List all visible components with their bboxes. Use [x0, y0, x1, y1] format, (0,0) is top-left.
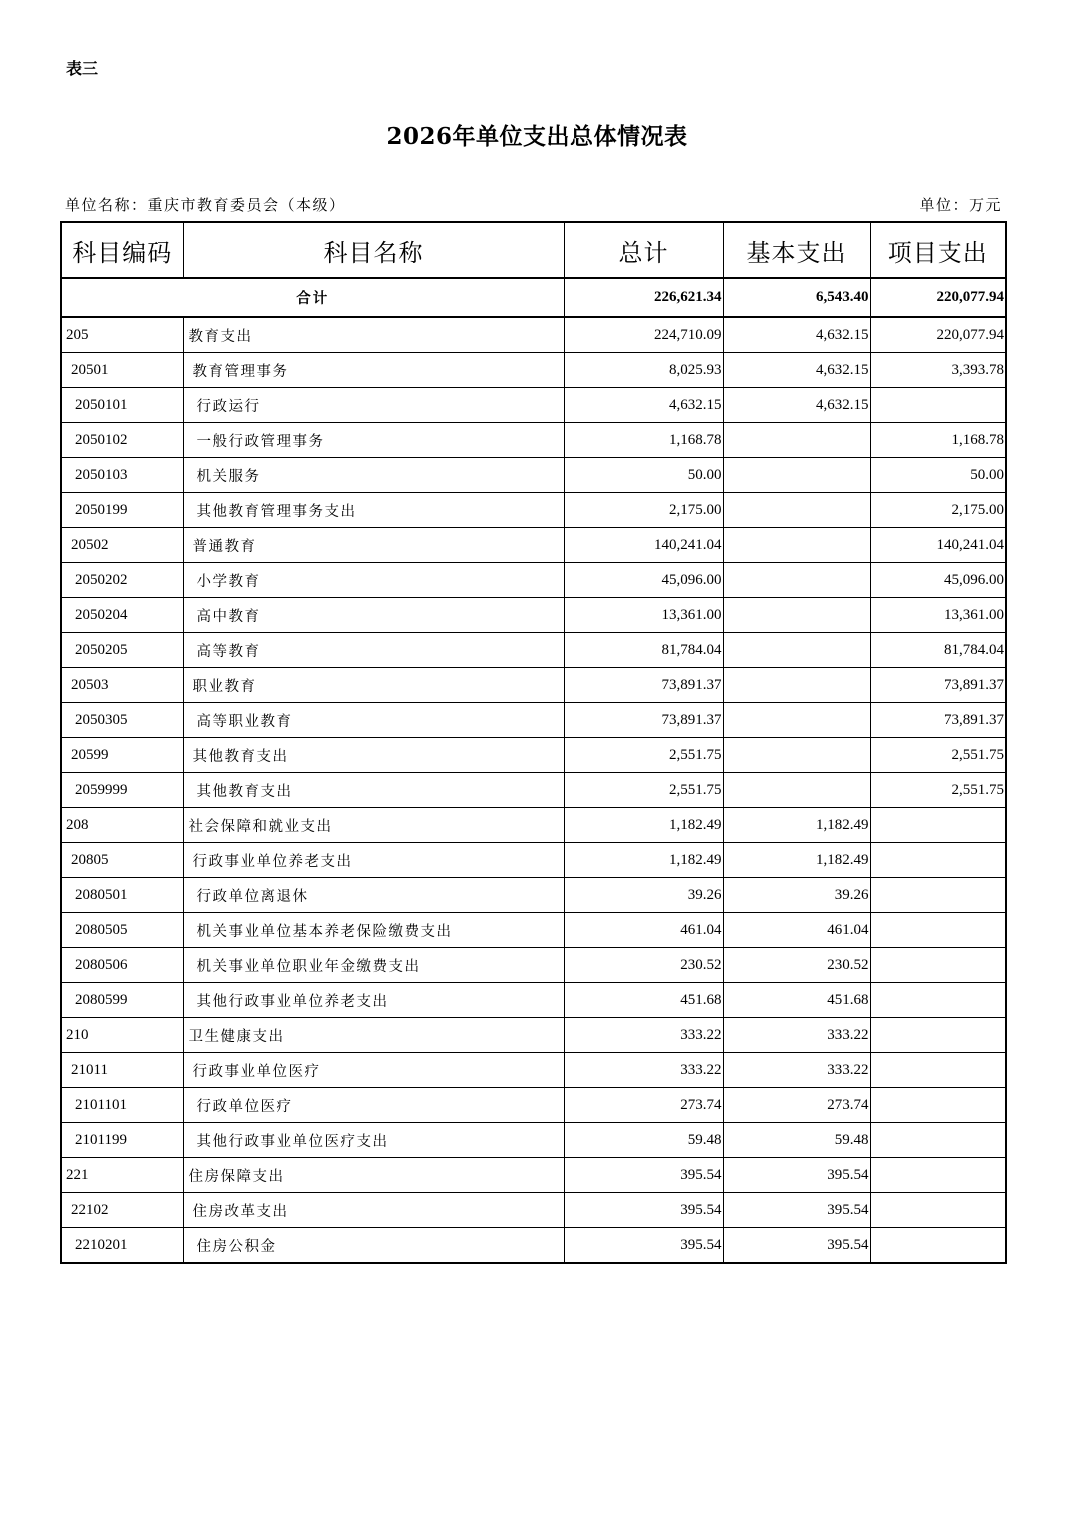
- row-name: 机关服务: [183, 458, 564, 493]
- table-row: [61, 1228, 1006, 1264]
- row-code: 2050305: [61, 703, 183, 738]
- row-name: 普通教育: [183, 528, 564, 563]
- row-name: 机关事业单位职业年金缴费支出: [183, 948, 564, 983]
- row-project: [870, 1158, 1006, 1193]
- row-code: 205: [61, 317, 183, 353]
- row-name: 行政事业单位医疗: [183, 1053, 564, 1088]
- row-basic: 1,182.49: [723, 843, 870, 878]
- row-basic: 461.04: [723, 913, 870, 948]
- row-project: 2,175.00: [870, 493, 1006, 528]
- row-total: 461.04: [564, 913, 723, 948]
- table-row: [61, 563, 1006, 598]
- row-code: 20501: [61, 353, 183, 388]
- row-basic: 39.26: [723, 878, 870, 913]
- row-basic: [723, 668, 870, 703]
- table-row: [61, 808, 1006, 843]
- row-code: 2050204: [61, 598, 183, 633]
- table-row: [61, 493, 1006, 528]
- row-total: 395.54: [564, 1158, 723, 1193]
- row-project: [870, 1088, 1006, 1123]
- table-row: [61, 843, 1006, 878]
- unit-name: 单位名称：重庆市教育委员会（本级）: [65, 196, 346, 214]
- row-basic: 451.68: [723, 983, 870, 1018]
- row-basic: 4,632.15: [723, 353, 870, 388]
- page-title: 2026年单位支出总体情况表: [386, 123, 688, 150]
- row-basic: 395.54: [723, 1158, 870, 1193]
- row-project: 45,096.00: [870, 563, 1006, 598]
- header-code: 科目编码: [61, 222, 183, 278]
- row-name: 其他行政事业单位医疗支出: [183, 1123, 564, 1158]
- row-project: [870, 948, 1006, 983]
- table-row: [61, 948, 1006, 983]
- row-project: 1,168.78: [870, 423, 1006, 458]
- row-project: 220,077.94: [870, 317, 1006, 353]
- row-total: 1,168.78: [564, 423, 723, 458]
- row-name: 行政单位医疗: [183, 1088, 564, 1123]
- row-total: 1,182.49: [564, 808, 723, 843]
- row-basic: [723, 493, 870, 528]
- row-total: 2,551.75: [564, 773, 723, 808]
- row-code: 2080505: [61, 913, 183, 948]
- table-row: [61, 1018, 1006, 1053]
- row-basic: 333.22: [723, 1053, 870, 1088]
- row-project: [870, 878, 1006, 913]
- row-code: 20503: [61, 668, 183, 703]
- table-row: [61, 878, 1006, 913]
- row-name: 行政事业单位养老支出: [183, 843, 564, 878]
- row-code: 221: [61, 1158, 183, 1193]
- row-total: 224,710.09: [564, 317, 723, 353]
- row-code: 22102: [61, 1193, 183, 1228]
- row-project: 2,551.75: [870, 773, 1006, 808]
- row-project: 2,551.75: [870, 738, 1006, 773]
- total-project: 220,077.94: [870, 278, 1006, 317]
- header-name: 科目名称: [183, 222, 564, 278]
- total-basic: 6,543.40: [723, 278, 870, 317]
- row-name: 住房公积金: [183, 1228, 564, 1264]
- row-code: 2050205: [61, 633, 183, 668]
- row-code: 2059999: [61, 773, 183, 808]
- row-basic: 273.74: [723, 1088, 870, 1123]
- row-basic: [723, 458, 870, 493]
- row-name: 其他教育管理事务支出: [183, 493, 564, 528]
- row-name: 高等教育: [183, 633, 564, 668]
- table-row: [61, 1123, 1006, 1158]
- table-row: [61, 1088, 1006, 1123]
- table-row: [61, 1158, 1006, 1193]
- row-total: 45,096.00: [564, 563, 723, 598]
- row-project: 13,361.00: [870, 598, 1006, 633]
- row-project: [870, 1123, 1006, 1158]
- row-total: 230.52: [564, 948, 723, 983]
- row-project: [870, 1193, 1006, 1228]
- row-project: 73,891.37: [870, 668, 1006, 703]
- row-code: 2080599: [61, 983, 183, 1018]
- table-row: [61, 738, 1006, 773]
- row-project: 81,784.04: [870, 633, 1006, 668]
- row-basic: [723, 423, 870, 458]
- row-code: 20599: [61, 738, 183, 773]
- expenditure-table: [60, 221, 1007, 1264]
- row-code: 2050199: [61, 493, 183, 528]
- row-total: 2,175.00: [564, 493, 723, 528]
- row-project: [870, 808, 1006, 843]
- row-total: 13,361.00: [564, 598, 723, 633]
- row-code: 20502: [61, 528, 183, 563]
- row-code: 2101199: [61, 1123, 183, 1158]
- row-code: 2050101: [61, 388, 183, 423]
- row-code: 2080506: [61, 948, 183, 983]
- unit-label: 单位：万元: [919, 196, 1002, 214]
- row-name: 机关事业单位基本养老保险缴费支出: [183, 913, 564, 948]
- row-total: 50.00: [564, 458, 723, 493]
- row-code: 2050103: [61, 458, 183, 493]
- row-name: 教育支出: [183, 317, 564, 353]
- header-project: 项目支出: [870, 222, 1006, 278]
- row-total: 4,632.15: [564, 388, 723, 423]
- row-name: 职业教育: [183, 668, 564, 703]
- row-total: 451.68: [564, 983, 723, 1018]
- row-code: 208: [61, 808, 183, 843]
- row-basic: [723, 598, 870, 633]
- row-name: 高中教育: [183, 598, 564, 633]
- row-project: 3,393.78: [870, 353, 1006, 388]
- table-row: [61, 528, 1006, 563]
- row-project: [870, 1053, 1006, 1088]
- total-label: 合计: [61, 278, 564, 317]
- row-name: 其他行政事业单位养老支出: [183, 983, 564, 1018]
- row-total: 333.22: [564, 1053, 723, 1088]
- row-total: 8,025.93: [564, 353, 723, 388]
- table-row: [61, 633, 1006, 668]
- row-code: 2080501: [61, 878, 183, 913]
- row-name: 行政运行: [183, 388, 564, 423]
- header-row: [61, 222, 1006, 278]
- row-project: [870, 1228, 1006, 1264]
- table-tag: 表三: [66, 59, 99, 78]
- row-total: 59.48: [564, 1123, 723, 1158]
- row-code: 2050102: [61, 423, 183, 458]
- table-row: [61, 458, 1006, 493]
- row-basic: [723, 528, 870, 563]
- row-total: 81,784.04: [564, 633, 723, 668]
- table-row: [61, 598, 1006, 633]
- row-basic: 59.48: [723, 1123, 870, 1158]
- row-name: 一般行政管理事务: [183, 423, 564, 458]
- row-code: 2210201: [61, 1228, 183, 1264]
- row-total: 333.22: [564, 1018, 723, 1053]
- row-code: 2050202: [61, 563, 183, 598]
- row-name: 住房改革支出: [183, 1193, 564, 1228]
- table-row: [61, 388, 1006, 423]
- row-total: 395.54: [564, 1228, 723, 1264]
- header-total: 总计: [564, 222, 723, 278]
- row-code: 20805: [61, 843, 183, 878]
- row-total: 140,241.04: [564, 528, 723, 563]
- table-row: [61, 423, 1006, 458]
- row-basic: [723, 773, 870, 808]
- header-basic: 基本支出: [723, 222, 870, 278]
- row-total: 73,891.37: [564, 668, 723, 703]
- row-project: 50.00: [870, 458, 1006, 493]
- row-name: 教育管理事务: [183, 353, 564, 388]
- row-code: 21011: [61, 1053, 183, 1088]
- row-basic: 395.54: [723, 1228, 870, 1264]
- row-basic: [723, 563, 870, 598]
- table-row: [61, 773, 1006, 808]
- row-name: 住房保障支出: [183, 1158, 564, 1193]
- row-basic: 4,632.15: [723, 388, 870, 423]
- row-basic: 333.22: [723, 1018, 870, 1053]
- table-row: [61, 703, 1006, 738]
- table-row: [61, 983, 1006, 1018]
- row-basic: 1,182.49: [723, 808, 870, 843]
- row-code: 210: [61, 1018, 183, 1053]
- table-row: [61, 353, 1006, 388]
- table-row: [61, 1053, 1006, 1088]
- row-name: 高等职业教育: [183, 703, 564, 738]
- total-total: 226,621.34: [564, 278, 723, 317]
- row-name: 其他教育支出: [183, 773, 564, 808]
- table-row: [61, 668, 1006, 703]
- row-basic: 395.54: [723, 1193, 870, 1228]
- row-total: 2,551.75: [564, 738, 723, 773]
- row-name: 卫生健康支出: [183, 1018, 564, 1053]
- row-basic: 230.52: [723, 948, 870, 983]
- row-project: [870, 1018, 1006, 1053]
- table-row: [61, 913, 1006, 948]
- row-total: 73,891.37: [564, 703, 723, 738]
- row-name: 行政单位离退休: [183, 878, 564, 913]
- row-name: 社会保障和就业支出: [183, 808, 564, 843]
- row-name: 其他教育支出: [183, 738, 564, 773]
- row-name: 小学教育: [183, 563, 564, 598]
- row-basic: 4,632.15: [723, 317, 870, 353]
- row-total: 1,182.49: [564, 843, 723, 878]
- row-project: 73,891.37: [870, 703, 1006, 738]
- row-project: [870, 983, 1006, 1018]
- row-project: [870, 388, 1006, 423]
- row-project: [870, 913, 1006, 948]
- table-row: [61, 317, 1006, 353]
- row-basic: [723, 738, 870, 773]
- row-project: 140,241.04: [870, 528, 1006, 563]
- row-basic: [723, 703, 870, 738]
- row-basic: [723, 633, 870, 668]
- total-row: [61, 278, 1006, 317]
- row-total: 395.54: [564, 1193, 723, 1228]
- row-total: 273.74: [564, 1088, 723, 1123]
- row-code: 2101101: [61, 1088, 183, 1123]
- table-row: [61, 1193, 1006, 1228]
- row-project: [870, 843, 1006, 878]
- row-total: 39.26: [564, 878, 723, 913]
